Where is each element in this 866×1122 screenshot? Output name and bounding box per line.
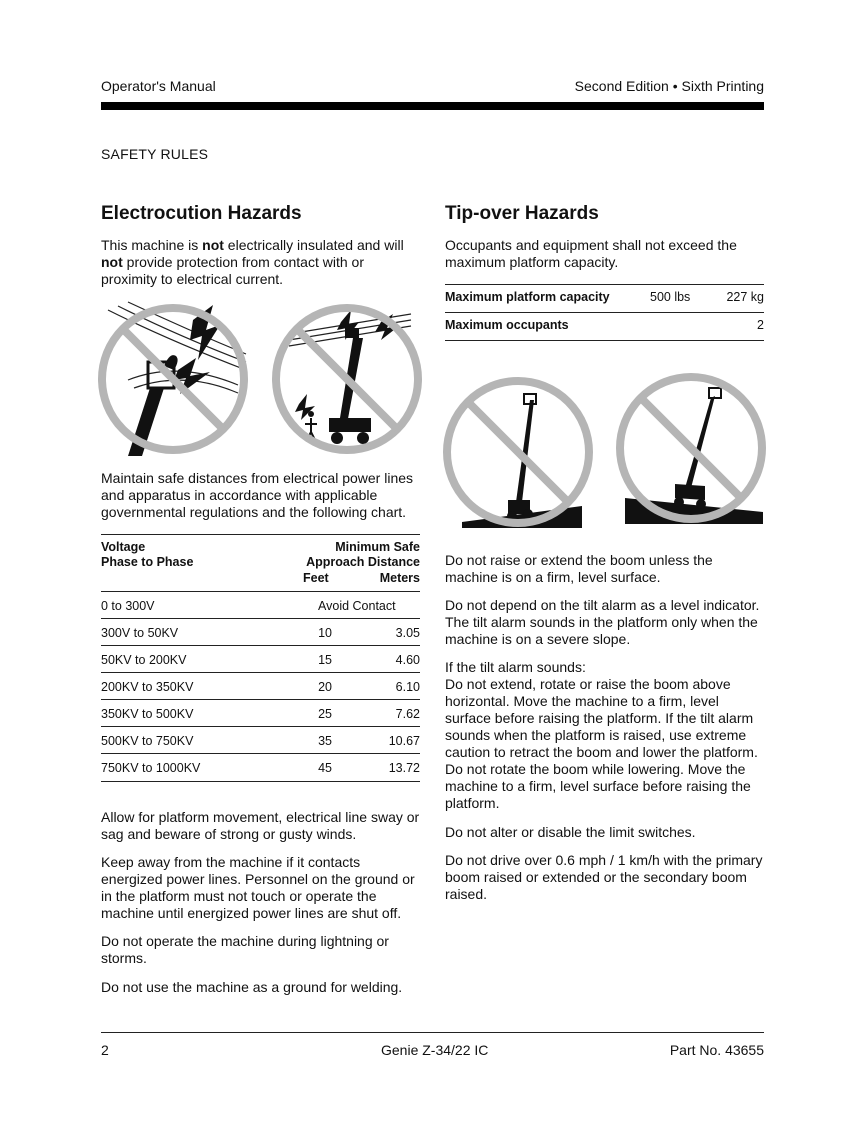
electrocution-intro: This machine is not electrically insulated and will not provide protection from contact with or proximity to electrical current. [101,237,404,287]
tipover-intro: Occupants and equipment shall not exceed the maximum platform capacity. [445,237,737,270]
occupants-value: 2 [757,318,764,332]
meters-header: Meters [379,571,420,585]
header-right: Second Edition • Sixth Printing [574,78,764,94]
limit-switches-text: Do not alter or disable the limit switches. [445,824,696,840]
footer-part-number: Part No. 43655 [669,1042,764,1058]
capacity-lbs: 500 lbs [650,290,691,304]
voltage-header: Voltage [101,540,146,554]
electrocution-title: Electrocution Hazards [101,203,302,224]
maintain-distances-text: Maintain safe distances from electrical power lines and apparatus in accordance with applicable governmental regulations and the following chart. [101,470,414,520]
voltage-distance-table [101,534,420,784]
prohibited-hand-near-lines-icon [98,300,248,458]
platform-movement-text: Allow for platform movement, electrical line sway or sag and beware of strong or gusty winds. [101,809,420,842]
table-row: 300V to 50KV 10 3.05 [101,618,420,646]
header-left: Operator's Manual [101,78,216,94]
firm-surface-text: Do not raise or extend the boom unless the machine is on a firm, level surface. [445,552,713,585]
capacity-label: Maximum platform capacity [445,290,610,304]
lightning-text: Do not operate the machine during lightning or storms. [101,933,389,966]
welding-text: Do not use the machine as a ground for welding. [101,979,403,995]
occupants-label: Maximum occupants [445,318,569,332]
table-row: 200KV to 350KV 20 6.10 [101,672,420,700]
table-row: 350KV to 500KV 25 7.62 [101,699,420,727]
min-safe-header: Minimum Safe [335,540,420,554]
prohibited-boom-on-slope-icon [442,376,594,528]
table-row: 0 to 300V Avoid Contact [101,591,420,619]
footer-model: Genie Z-34/22 IC [381,1042,489,1058]
header-rule [101,102,764,110]
prohibited-boom-touching-lines-icon [271,300,423,458]
page-number: 2 [101,1042,109,1058]
approach-distance-header: Approach Distance [306,555,420,569]
table-row: 50KV to 200KV 15 4.60 [101,645,420,673]
tilt-alarm-instructions: If the tilt alarm sounds: Do not extend, rotate or raise the boom above horizontal. Move the machine to a firm, level surface before raising the platform. If the tilt alarm sounds when the platform is raised, use extreme caution to retract the boom and lower the platform. Do not rotate the boom while lowering. Move the machine to a firm, level surface before raising the platform. [445,659,758,811]
phase-header: Phase to Phase [101,555,194,569]
tipover-title: Tip-over Hazards [445,203,599,224]
section-label: SAFETY RULES [101,146,209,162]
footer-rule [101,1032,764,1033]
drive-speed-text: Do not drive over 0.6 mph / 1 km/h with the primary boom raised or extended or the secondary boom raised. [445,852,763,902]
table-row: 500KV to 750KV 35 10.67 [101,726,420,754]
capacity-table [445,284,764,342]
prohibited-extended-boom-on-slope-icon [615,372,767,524]
feet-header: Feet [303,571,329,585]
keep-away-text: Keep away from the machine if it contacts energized power lines. Personnel on the ground or in the platform must not touch or operate the machine until energized power lines are shut off. [101,854,415,921]
table-row: 750KV to 1000KV 45 13.72 [101,753,420,782]
tilt-alarm-text: Do not depend on the tilt alarm as a level indicator. The tilt alarm sounds in the platform only when the machine is on a severe slope. [445,597,760,647]
capacity-kg: 227 kg [726,290,764,304]
